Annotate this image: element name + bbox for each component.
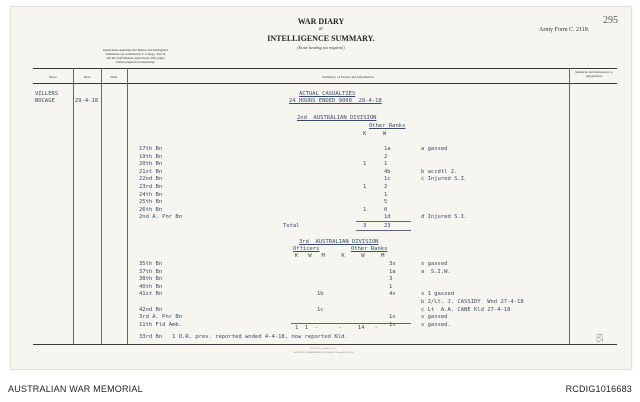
div2-row-k: 1 bbox=[363, 161, 367, 168]
entry-date: 29-4-18 bbox=[75, 98, 99, 104]
div3-row-unit: 41st Bn bbox=[139, 291, 163, 298]
div2-row-unit: 19th Bn bbox=[139, 153, 163, 160]
div3-row-note: x gassed. bbox=[421, 321, 451, 328]
div2-heading: 2nd AUSTRALIAN DIVISION bbox=[297, 115, 377, 121]
div2-total-k: 3 bbox=[363, 223, 367, 229]
div2-row-w: 1c bbox=[384, 176, 391, 183]
div2-total-underline bbox=[356, 230, 411, 231]
div3-row-unit: 11th Fld Amb. bbox=[139, 321, 183, 328]
div3-row-or-w: 3x bbox=[389, 261, 396, 267]
div2-col-letters: K W bbox=[363, 131, 387, 137]
caption-reference: RCDIG1016683 bbox=[565, 384, 632, 394]
col-head-summary: Summary of Events and Information bbox=[322, 75, 374, 79]
div3-row-unit: 42nd Bn bbox=[139, 306, 163, 313]
diary-page bbox=[10, 6, 632, 370]
folio-number: 295 bbox=[603, 15, 618, 26]
div2-row-unit: 26th Bn bbox=[139, 206, 163, 213]
div3-col-group-other-ranks: Other Ranks bbox=[351, 246, 388, 252]
caption-source: AUSTRALIAN WAR MEMORIAL bbox=[8, 384, 143, 394]
div2-row-w: 1 bbox=[384, 191, 388, 198]
div3-row-or-w: 1x bbox=[389, 321, 396, 328]
div2-row-unit: 24th Bn bbox=[139, 191, 163, 198]
entry-heading-1: ACTUAL CASUALTIES bbox=[299, 91, 356, 97]
div3-row-or-w: 1 bbox=[389, 283, 393, 290]
div3-row-unit: 37th Bn bbox=[139, 268, 163, 275]
div3-heading: 3rd AUSTRALIAN DIVISION bbox=[299, 239, 379, 245]
army-form-number: Army Form C. 2118. bbox=[539, 27, 590, 33]
title-intelligence-summary: INTELLIGENCE SUMMARY. bbox=[267, 34, 375, 43]
div3-row-officers: 1b bbox=[317, 291, 324, 298]
div2-row-unit: 2nd A. Pnr Bn bbox=[139, 214, 183, 221]
div3-footnote: 33rd Bn 1 O.R. prev. reported wnded 4-4-18, now reported Kld. bbox=[139, 334, 348, 340]
div3-row-note: c Lt A.A. CANE Kld 27-4-18 bbox=[421, 306, 511, 313]
div2-row-w: 2 bbox=[384, 153, 388, 160]
col-divider-remarks bbox=[569, 68, 570, 344]
div2-total-w: 23 bbox=[384, 223, 391, 229]
div2-row-note: d Injured S.I. bbox=[421, 214, 468, 221]
div3-row-note: x gassed bbox=[421, 314, 448, 321]
instructions-text: Instructions regarding War Diaries and Intelligence Summaries are contained in F. S. Regs., Part II. and the Staff Manual respectively. Title pages will be prepared in manuscript. bbox=[102, 48, 169, 64]
div2-row-w: 5 bbox=[384, 199, 388, 206]
div3-row-or-w: 3 bbox=[389, 276, 393, 283]
div2-row-note: a gassed bbox=[421, 146, 448, 152]
col-head-hour: Hour bbox=[110, 75, 118, 79]
page-bottom-rule bbox=[33, 344, 617, 345]
div3-row-or-w: 1a bbox=[389, 268, 396, 275]
header-top-rule bbox=[33, 68, 617, 69]
div2-row-k: 1 bbox=[363, 184, 367, 190]
div2-row-unit: 23rd Bn bbox=[139, 184, 163, 190]
page-number: 65 bbox=[594, 333, 605, 343]
div3-row-note: a S.I.W. bbox=[421, 268, 451, 275]
div2-row-unit: 17th Bn bbox=[139, 146, 163, 152]
entry-place-1: VILLERS bbox=[35, 91, 59, 97]
entry-heading-2: 24 HOURS ENDED 9000 28-4-18 bbox=[289, 98, 382, 104]
div3-row-unit: 38th Bn bbox=[139, 276, 163, 283]
div2-row-unit: 21st Bn bbox=[139, 168, 163, 175]
div2-total-label: Total bbox=[283, 223, 300, 229]
header-bottom-rule bbox=[33, 83, 617, 84]
col-head-place: Place bbox=[49, 75, 57, 79]
div2-row-w: 4b bbox=[384, 168, 391, 175]
div2-row-w: 1d bbox=[384, 214, 391, 221]
title-subtitle: (Erase heading not required.) bbox=[297, 45, 345, 50]
div3-row-note: b 2/Lt. J. CASSIDY Wnd 27-4-18 bbox=[421, 299, 524, 305]
title-war-diary: WAR DIARY bbox=[297, 17, 345, 26]
div3-row-unit: 3rd A. Pnr Bn bbox=[139, 314, 183, 321]
col-head-remarks: Remarks and references to Appendices bbox=[575, 70, 613, 78]
entry-place-2: BOCAGE bbox=[35, 98, 55, 104]
div2-row-note: b accdtl 2. bbox=[421, 168, 458, 175]
div3-row-officers: 1c bbox=[317, 306, 324, 313]
div2-col-group: Other Ranks bbox=[369, 123, 406, 129]
col-head-date: Date bbox=[83, 75, 91, 79]
div2-total-rule bbox=[356, 221, 411, 222]
col-divider-place bbox=[73, 68, 74, 344]
div3-totals: 1 1 - - 14 - bbox=[295, 325, 378, 331]
div3-row-unit: 35th Bn bbox=[139, 261, 163, 267]
col-divider-date bbox=[101, 68, 102, 344]
div2-row-note: c Injured S.I. bbox=[421, 176, 468, 183]
div2-row-k: 1 bbox=[363, 206, 367, 213]
div2-row-unit: 20th Bn bbox=[139, 161, 163, 168]
div2-row-unit: 22nd Bn bbox=[139, 176, 163, 183]
print-info: (A6925) Wt. W5849-M1826 750,000 4/17 Forms/C2118/14 bbox=[292, 351, 354, 354]
div2-row-w: 1a bbox=[384, 146, 391, 152]
div3-row-or-w: 4x bbox=[389, 291, 396, 298]
title-or: or bbox=[318, 27, 324, 32]
col-divider-hour bbox=[127, 68, 128, 344]
div3-col-group-officers: Officers bbox=[293, 246, 320, 252]
div2-row-w: 1 bbox=[384, 161, 388, 168]
printer-imprint: W. H. & S., London, E.C. bbox=[310, 347, 336, 350]
div3-row-note: x 1 gassed bbox=[421, 291, 455, 298]
div2-row-unit: 25th Bn bbox=[139, 199, 163, 206]
div3-row-or-w: 1x bbox=[389, 314, 396, 321]
div3-col-letters: K W M K W M bbox=[295, 253, 385, 259]
div3-row-unit: 40th Bn bbox=[139, 283, 163, 290]
div3-row-note: x gassed bbox=[421, 261, 448, 267]
div2-row-w: 2 bbox=[384, 184, 388, 190]
div2-row-w: 0 bbox=[384, 206, 388, 213]
